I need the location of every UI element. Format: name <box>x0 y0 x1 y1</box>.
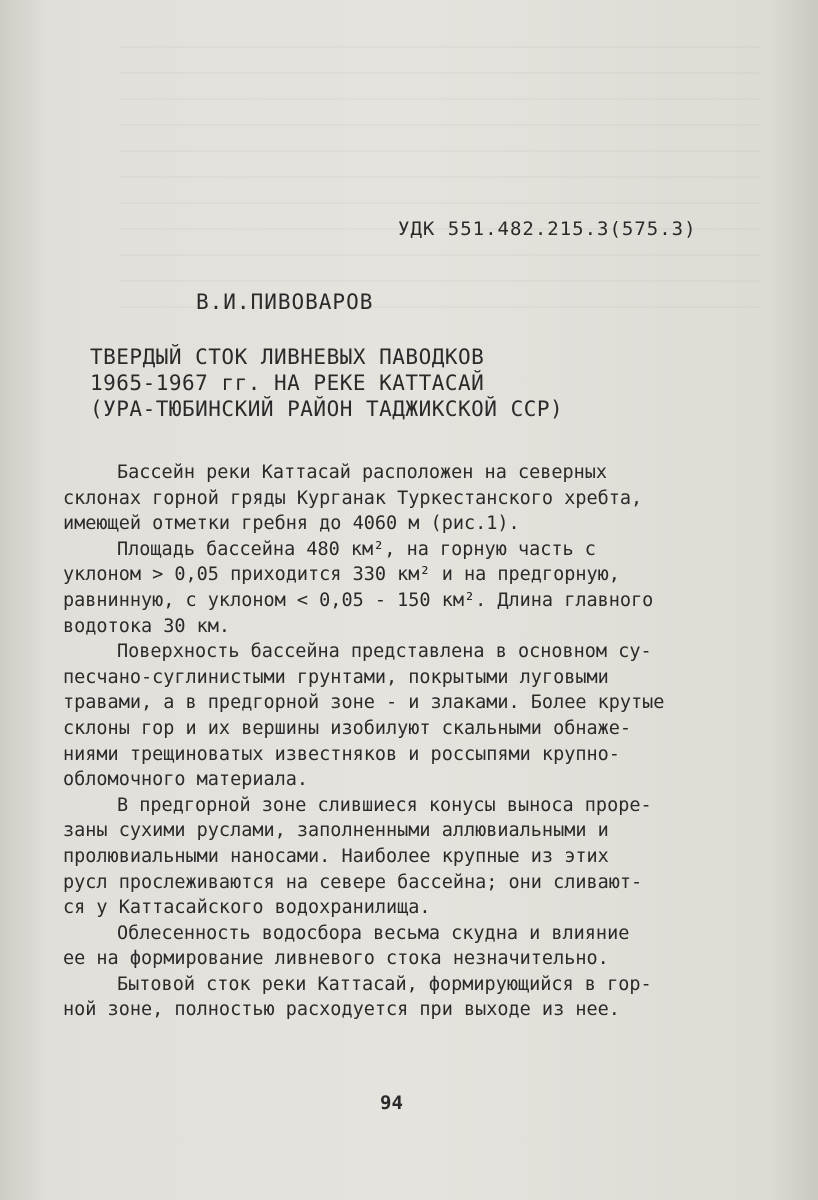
body-line: Площадь бассейна 480 км², на горную часть с <box>117 538 596 560</box>
bleed-through-texture <box>120 30 760 330</box>
body-line: равнинную, с уклоном < 0,05 - 150 км². Длина главного <box>63 589 654 611</box>
body-line: обломочного материала. <box>63 769 309 791</box>
body-line: склонах горной гряды Курганак Туркестанского хребта, <box>63 487 643 509</box>
article-body <box>63 460 773 1023</box>
title-line: (УРА-ТЮБИНСКИЙ РАЙОН ТАДЖИКСКОЙ ССР) <box>90 397 564 421</box>
page-number: 94 <box>380 1092 403 1114</box>
body-line: ниями трещиноватых известняков и россыпями крупно- <box>63 743 620 765</box>
author-name: В.И.ПИВОВАРОВ <box>196 290 374 314</box>
body-line: имеющей отметки гребня до 4060 м (рис.1). <box>63 513 520 535</box>
body-line: Бытовой сток реки Каттасай, формирующийся в гор- <box>117 973 652 995</box>
body-line: ее на формирование ливневого стока незначительно. <box>63 948 609 970</box>
body-line: Облесенность водосбора весьма скудна и влияние <box>117 922 630 944</box>
body-line: Поверхность бассейна представлена в основном су- <box>117 641 652 663</box>
udc-code: УДК 551.482.215.3(575.3) <box>398 218 697 240</box>
body-line: уклоном > 0,05 приходится 330 км² и на предгорную, <box>63 564 620 586</box>
body-line: песчано-суглинистыми грунтами, покрытыми луговыми <box>63 666 609 688</box>
body-line: ной зоне, полностью расходуется при выходе из нее. <box>63 999 620 1021</box>
body-line: заны сухими руслами, заполненными аллювиальными и <box>63 820 609 842</box>
article-title <box>90 344 730 422</box>
body-line: травами, а в предгорной зоне - и злаками. Более крутые <box>63 692 665 714</box>
body-line: Бассейн реки Каттасай расположен на северных <box>117 462 608 483</box>
body-line: склоны гор и их вершины изобилуют скальными обнаже- <box>63 717 632 739</box>
title-line: 1965-1967 гг. НА РЕКЕ КАТТАСАЙ <box>90 371 485 395</box>
title-line: ТВЕРДЫЙ СТОК ЛИВНЕВЫХ ПАВОДКОВ <box>90 345 485 369</box>
body-line: водотока 30 км. <box>63 615 231 637</box>
body-line: пролювиальными наносами. Наиболее крупные из этих <box>63 845 609 867</box>
body-line: русл прослеживаются на севере бассейна; они сливают- <box>63 871 643 893</box>
body-line: В предгорной зоне слившиеся конусы выноса проре- <box>117 794 652 816</box>
body-line: ся у Каттасайского водохранилища. <box>63 897 431 919</box>
